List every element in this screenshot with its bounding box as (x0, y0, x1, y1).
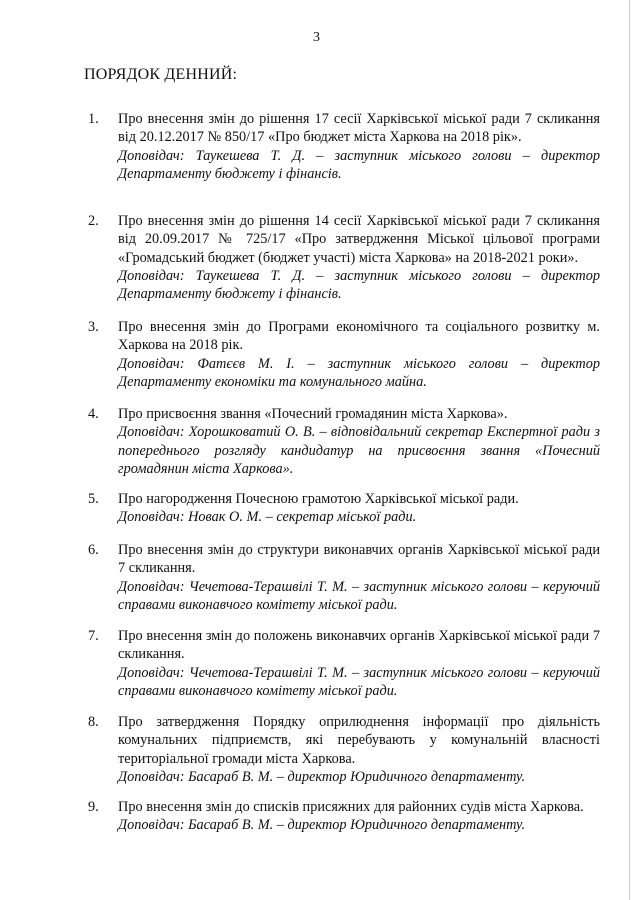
agenda-heading: ПОРЯДОК ДЕННИЙ: (84, 66, 238, 83)
item-speaker: Доповідач: Басараб В. М. – директор Юридичного департаменту. (118, 768, 526, 785)
item-number: 4. (88, 406, 99, 422)
item-title: Про нагородження Почесною грамотою Харківської міської ради. (118, 491, 519, 507)
item-number: 8. (88, 714, 99, 730)
item-title: Про внесення змін до структури виконавчих органів Харківської міської ради 7 скликання. (118, 542, 600, 577)
item-number: 6. (88, 542, 99, 558)
item-title: Про внесення змін до Програми економічного та соціального розвитку м. Харкова на 2018 рік. (118, 319, 600, 354)
item-title: Про затвердження Порядку оприлюднення інформації про діяльність комунальних підприємств, які перебувають у комунальній власності територіальної громади міста Харкова. (118, 714, 600, 767)
item-speaker: Доповідач: Новак О. М. – секретар міської ради. (118, 509, 417, 526)
item-number: 9. (88, 799, 99, 815)
page-number: 3 (313, 30, 320, 45)
agenda-item (88, 798, 600, 835)
agenda-item (88, 318, 600, 391)
item-speaker: Доповідач: Чечетова-Терашвілі Т. М. – заступник міського голови – керуючий справами виконавчого комітету міської ради. (118, 578, 600, 613)
item-title: Про внесення змін до положень виконавчих органів Харківської міської ради 7 скликання. (118, 628, 600, 663)
item-title: Про внесення змін до списків присяжних для районних судів міста Харкова. (118, 799, 584, 815)
item-number: 3. (88, 319, 99, 335)
agenda-item (88, 405, 600, 478)
item-number: 5. (88, 491, 99, 507)
item-title: Про внесення змін до рішення 17 сесії Харківської міської ради 7 скликання від 20.12.2017 № 850/17 «Про бюджет міста Харкова на 2018 рік». (118, 111, 600, 146)
agenda-item (88, 541, 600, 614)
agenda-item (88, 713, 600, 786)
item-title: Про присвоєння звання «Почесний громадянин міста Харкова». (118, 406, 508, 422)
item-speaker: Доповідач: Фатєєв М. І. – заступник міського голови – директор Департаменту економіки та комунального майна. (118, 355, 600, 390)
item-speaker: Доповідач: Таукешева Т. Д. – заступник міського голови – директор Департаменту бюджету і фінансів. (118, 267, 600, 303)
item-speaker: Доповідач: Таукешева Т. Д. – заступник міського голови – директор Департаменту бюджету і фінансів. (118, 147, 600, 182)
item-speaker: Доповідач: Басараб В. М. – директор Юридичного департаменту. (118, 817, 526, 834)
item-title: Про внесення змін до рішення 14 сесії Харківської міської ради 7 скликання від 20.09.2017 № 725/17 «Про затвердження Міської цільової програми «Громадський бюджет (бюджет участі) міста Харкова» на 2018-2021 роки». (118, 213, 600, 266)
item-speaker: Доповідач: Чечетова-Терашвілі Т. М. – заступник міського голови – керуючий справами виконавчого комітету міської ради. (118, 664, 600, 699)
agenda-item (88, 212, 600, 303)
item-number: 7. (88, 628, 99, 644)
agenda-item (88, 110, 600, 183)
item-speaker: Доповідач: Хорошковатий О. В. – відповідальний секретар Експертної ради з попереднього розгляду кандидатур на присвоєння звання «Почесний громадянин міста Харкова». (118, 424, 600, 477)
agenda-item (88, 490, 600, 527)
item-number: 2. (88, 213, 99, 229)
agenda-item (88, 627, 600, 700)
item-number: 1. (88, 111, 99, 127)
page-edge (629, 0, 630, 900)
